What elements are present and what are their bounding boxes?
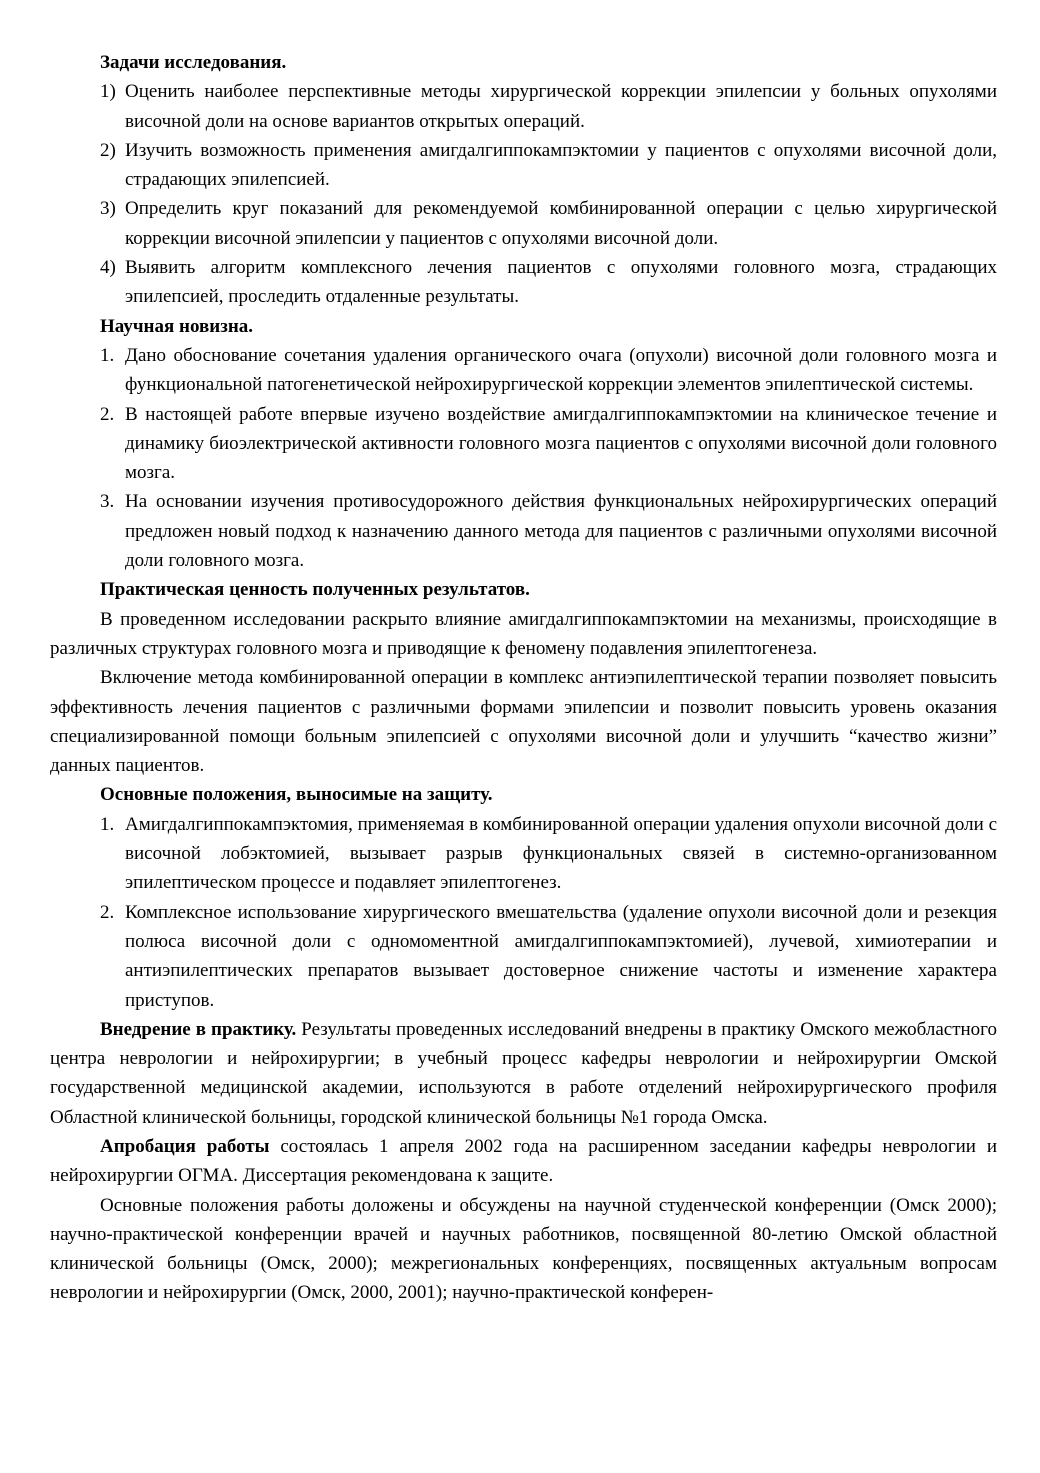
approbation-text: состоялась 1 апреля 2002 года на расширенном заседании кафедры неврологии и нейрохирургии ОГМА. Диссертация рекомендована к защите. [50, 1135, 997, 1187]
list-item-text: Комплексное использование хирургического вмешательства (удаление опухоли височной доли и резекция полюса височной доли с одномоментной амигдалгиппокампэктомией), лучевой, химиотерапии и антиэпилептических препаратов вызывает достоверное снижение частоты и изменение характера приступов. [125, 901, 997, 1011]
implementation-text: Результаты проведенных исследований внедрены в практику Омского межобластного центра неврологии и нейрохирургии; в учебный процесс кафедры неврологии и нейрохирургии Омской государственной медицинской академии, используются в работе отделений нейрохирургического профиля Областной клинической больницы, городской клинической больницы №1 города Омска. [50, 1018, 997, 1128]
practical-paragraph-1: В проведенном исследовании раскрыто влияние амигдалгиппокампэктомии на механизмы, происходящие в различных структурах головного мозга и приводящие к феномену подавления эпилептогенеза. [50, 608, 997, 659]
list-item-text: В настоящей работе впервые изучено воздействие амигдалгиппокампэктомии на клиническое течение и динамику биоэлектрической активности головного мозга пациентов с опухолями височной доли головного мозга. [125, 403, 997, 484]
practical-paragraph-2: Включение метода комбинированной операции в комплекс антиэпилептической терапии позволяет повысить эффективность лечения пациентов с различными формами эпилепсии и позволит повысить уровень оказания специализированной помощи больным эпилепсией с опухолями височной доли и улучшить “качество жизни” данных пациентов. [50, 667, 997, 777]
list-item-text: На основании изучения противосудорожного действия функциональных нейрохирургических операций предложен новый подход к назначению данного метода для пациентов с различными опухолями височной доли головного мозга. [125, 491, 997, 572]
novelty-list [50, 341, 997, 575]
implementation-paragraph [50, 1015, 997, 1132]
list-item [50, 400, 997, 488]
practical-heading: Практическая ценность полученных результатов. [100, 579, 530, 601]
tasks-heading: Задачи исследования. [100, 52, 287, 73]
list-item-text: Определить круг показаний для рекомендуемой комбинированной операции с целью хирургической коррекции височной эпилепсии у пациентов с опухолями височной доли. [125, 198, 997, 249]
list-item-text: Изучить возможность применения амигдалгиппокампэктомии у пациентов с опухолями височной доли, страдающих эпилепсией. [125, 139, 997, 191]
novelty-heading: Научная новизна. [100, 315, 254, 337]
list-item-number: 2. [100, 403, 115, 425]
list-item [50, 253, 997, 312]
list-item-number: 1) [100, 81, 116, 103]
defense-heading: Основные положения, выносимые на защиту. [100, 784, 493, 806]
list-item [50, 810, 997, 898]
list-item-number: 1. [100, 344, 115, 366]
list-item-number: 2) [100, 139, 116, 161]
list-item-number: 3. [100, 491, 115, 513]
list-item [50, 341, 997, 400]
defense-list [50, 810, 997, 1015]
list-item-text: Выявить алгоритм комплексного лечения пациентов с опухолями головного мозга, страдающих эпилепсией, проследить отдаленные результаты. [125, 257, 997, 308]
list-item-number: 2. [100, 901, 115, 923]
list-item-text: Амигдалгиппокампэктомия, применяемая в комбинированной операции удаления опухоли височной доли с височной лобэктомией, вызывает разрыв функциональных связей в системно-организованном эпилептическом процессе и подавляет эпилептогенез. [125, 813, 997, 894]
list-item [50, 77, 997, 136]
tasks-list [50, 77, 997, 311]
list-item [50, 136, 997, 195]
approbation-lead: Апробация работы [100, 1135, 270, 1157]
list-item [50, 487, 997, 575]
document-page [50, 48, 997, 1308]
list-item-number: 1. [100, 813, 115, 835]
list-item-text: Дано обоснование сочетания удаления органического очага (опухоли) височной доли головного мозга и функциональной патогенетической нейрохирургической коррекции элементов эпилептической системы. [125, 344, 997, 396]
list-item [50, 898, 997, 1015]
list-item-number: 4) [100, 257, 116, 279]
list-item-number: 3) [100, 198, 116, 220]
list-item-text: Оценить наиболее перспективные методы хирургической коррекции эпилепсии у больных опухолями височной доли на основе вариантов открытых операций. [125, 81, 997, 132]
approbation-paragraph [50, 1132, 997, 1191]
implementation-lead: Внедрение в практику. [100, 1018, 297, 1040]
final-paragraph: Основные положения работы доложены и обсуждены на научной студенческой конференции (Омск 2000); научно-практической конференции врачей и научных работников, посвященной 80-летию Омской областной клинической больницы (Омск, 2000); межрегиональных конференциях, посвященных актуальным вопросам неврологии и нейрохирургии (Омск, 2000, 2001); научно-практической конферен- [50, 1194, 997, 1304]
list-item [50, 194, 997, 253]
